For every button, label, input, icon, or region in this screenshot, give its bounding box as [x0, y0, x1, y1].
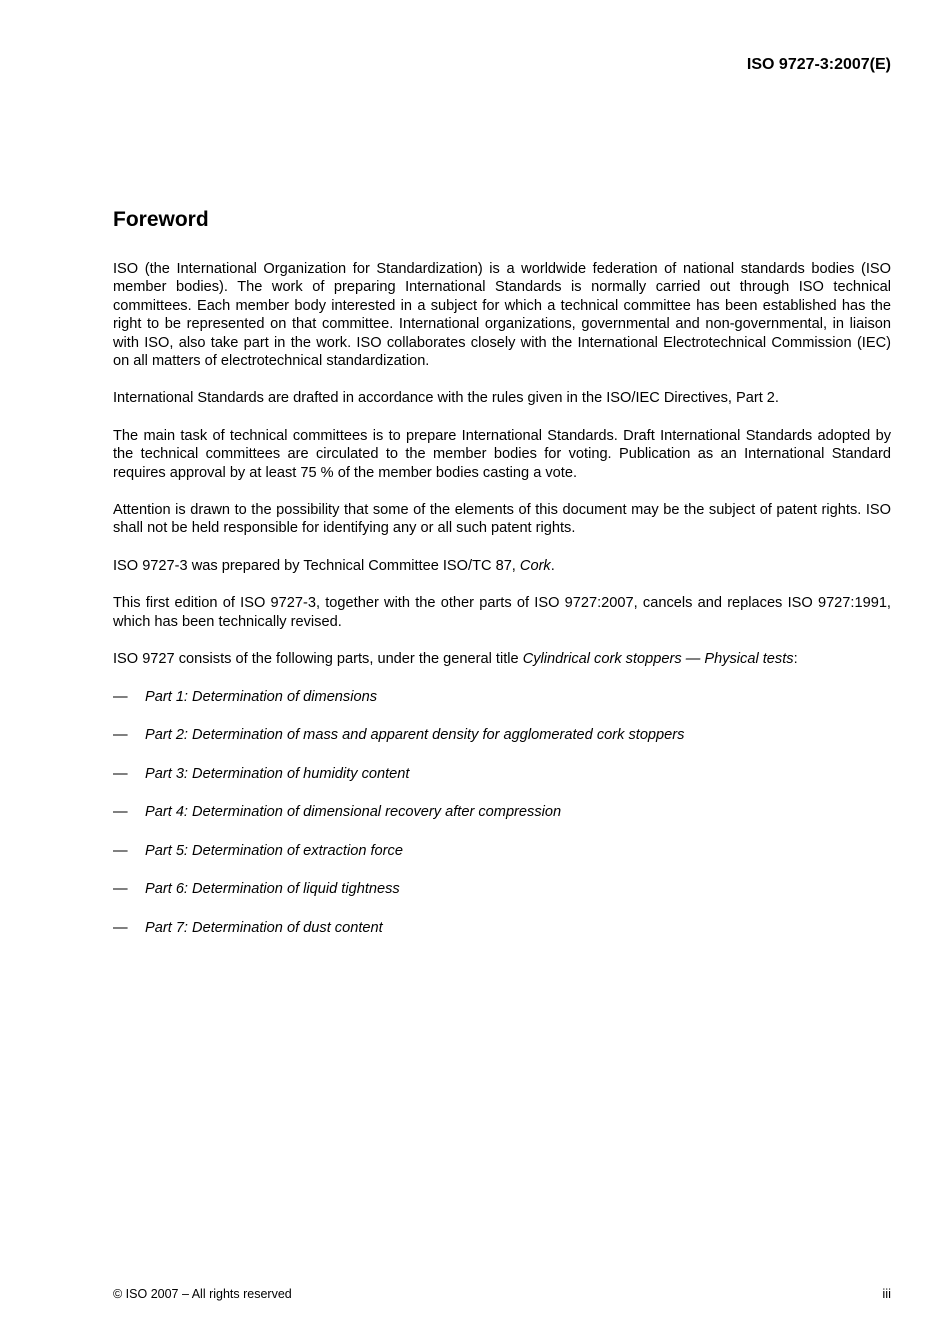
parts-intro-text: ISO 9727 consists of the following parts, under the general title: [113, 651, 523, 668]
list-dash: —: [113, 727, 128, 743]
paragraph-iso-introduction: ISO (the International Organization for Standardization) is a worldwide federation of national standards bodies (ISO member bodies). The work of preparing International Standards is normally carried out through ISO technical committees. Each member body interested in a subject for which a technical committee has been established has the right to be represented on that committee. International organizations, governmental and non-governmental, in liaison with ISO, also take part in the work. ISO collaborates closely with the International Electrotechnical Commission (IEC) on all matters of electrotechnical standardization.: [113, 261, 891, 370]
list-dash: —: [113, 881, 128, 897]
list-item: [113, 919, 891, 958]
paragraph-patent-rights: Attention is drawn to the possibility that some of the elements of this document may be the subject of patent rights. ISO shall not be held responsible for identifying any or all such patent rights.: [113, 502, 891, 537]
part-title: Part 1: Determination of dimensions: [145, 688, 377, 705]
list-dash: —: [113, 842, 128, 859]
copyright-notice: © ISO 2007 – All rights reserved: [113, 1287, 292, 1301]
part-title: Part 3: Determination of humidity content: [145, 765, 410, 782]
part-title: Part 2: Determination of mass and apparent density for agglomerated cork stoppers: [145, 727, 685, 743]
paragraph-prepared-by: [113, 557, 891, 575]
list-item: [113, 765, 891, 804]
parts-intro-end: :: [793, 651, 798, 668]
page-number: iii: [882, 1286, 891, 1301]
foreword-body: [113, 260, 891, 957]
part-title: Part 4: Determination of dimensional recovery after compression: [145, 804, 562, 820]
paragraph-edition: This first edition of ISO 9727-3, together with the other parts of ISO 9727:2007, cancels and replaces ISO 9727:1991, which has been technically revised.: [113, 595, 891, 630]
part-title: Part 5: Determination of extraction force: [145, 842, 403, 859]
committee-name: Cork: [519, 557, 551, 574]
list-item: [113, 803, 891, 842]
part-title: Part 7: Determination of dust content: [145, 919, 383, 936]
prepared-by-text: ISO 9727-3 was prepared by Technical Committee ISO/TC 87,: [113, 557, 520, 574]
parts-list: [113, 688, 891, 958]
paragraph-drafting-rules: International Standards are drafted in accordance with the rules given in the ISO/IEC Directives, Part 2.: [113, 390, 779, 407]
paragraph-parts-intro: [113, 650, 891, 668]
part-title: Part 6: Determination of liquid tightness: [145, 881, 400, 897]
paragraph-technical-committees: The main task of technical committees is to prepare International Standards. Draft International Standards adopted by the technical committees are circulated to the member bodies for voting. Publication as an International Standard requires approval by at least 75 % of the member bodies casting a vote.: [113, 427, 891, 481]
list-item: [113, 726, 891, 765]
list-dash: —: [113, 688, 128, 705]
general-title: Cylindrical cork stoppers — Physical tests: [522, 651, 794, 668]
list-dash: —: [113, 804, 128, 820]
list-item: [113, 688, 891, 727]
prepared-by-end: .: [550, 557, 555, 574]
list-dash: —: [113, 765, 128, 782]
foreword-heading: Foreword: [113, 208, 209, 231]
list-item: [113, 880, 891, 919]
list-dash: —: [113, 919, 128, 936]
list-item: [113, 842, 891, 881]
document-identifier: ISO 9727-3:2007(E): [746, 56, 891, 73]
